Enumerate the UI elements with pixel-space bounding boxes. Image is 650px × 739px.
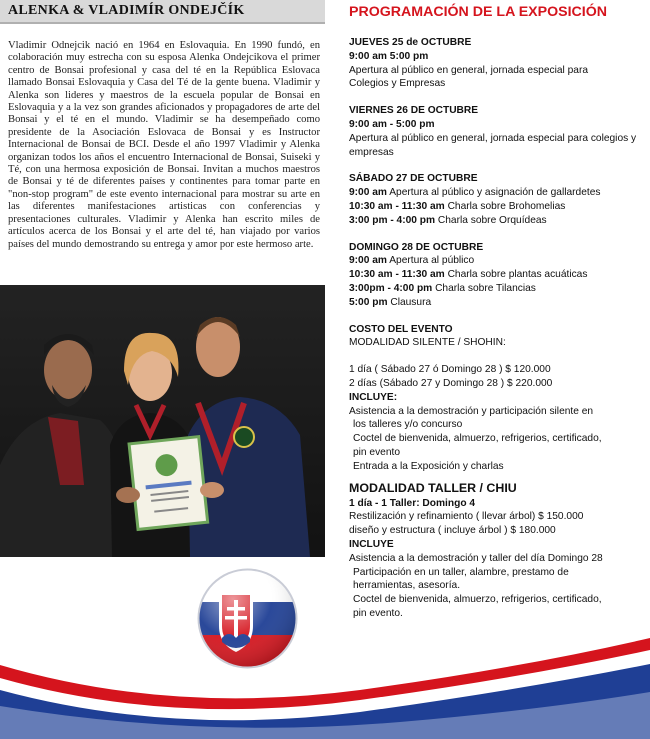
taller-include-3b: pin evento. [353,607,403,619]
program-title: PROGRAMACIÓN DE LA EXPOSICIÓN [349,4,608,20]
left-title-bar [0,0,325,24]
day3-heading: SÁBADO 27 DE OCTUBRE [349,173,478,185]
taller-includes-label: INCLUYE [349,538,394,550]
day3-row1-time: 9:00 am [349,187,387,199]
day3-row2-desc: Charla sobre Brohomelias [447,200,566,212]
day2-desc-line1: Apertura al público en general, jornada especial para colegios y [349,132,637,144]
bio-text: Vladimir Odnejcik nació en 1964 en Eslovaquia. En 1990 fundó, en colaboración muy estrecha con su esposa Alenka Ondejcikova el primer centro de Bonsai profesional y casa del té en la República Eslovaca llamado Bonsai Eslovaquia y Casa del Té de la gente buena. Vladimir y Alenka son lideres y maestros de la escuela popular de Bonsai en Eslovaquia y a la vez son grandes aficionados y propagadores de arte del Bonsai y el té en el mundo. Vladimir se ha desempeñado como presidente de la Asociación Eslovaca de Bonsai y es Instructor Internacional de Bonsai de BCI. Desde el año 1997 Vladimir y Alenka organizan todos los años el encuentro Internacional de Bonsai, Suiseki y Té, con una hermosa exposición de Bonsai. Invitan a muchos maestros de Bonsai y té de diferentes países y continentes para tomar parte en "non-stop program" de este evento internacional para mostrar su arte en las diferentes manifestaciones artisticas con conferencias y presentaciones culturales. Vladimir y Alenka han escrito miles de artículos acerca de los Bonsai y el arte del té, han viajado por varios países del mundo demostrando su entrega y amor por este hermoso arte. [8,40,320,250]
cost-include-3: Entrada a la Exposición y charlas [353,460,504,472]
footer-waves [0,610,650,739]
taller-subheading: 1 día - 1 Taller: Domingo 4 [349,497,476,509]
day3-row2-time: 10:30 am - 11:30 am [349,200,445,212]
cost-include-1: Asistencia a la demostración y participación silente en [349,405,594,417]
cost-include-2: Coctel de bienvenida, almuerzo, refrigerios, certificado, [353,433,602,445]
cost-include-1b: los talleres y/o concurso [353,419,463,431]
taller-heading: MODALIDAD TALLER / CHIU [349,480,517,495]
program-content [349,36,645,621]
day3-row2 [349,200,645,214]
day4-row2 [349,268,645,282]
day4-row4-desc: Clausura [390,296,432,308]
cost-heading: COSTO DEL EVENTO [349,323,453,335]
cost-modality: MODALIDAD SILENTE / SHOHIN: [349,337,506,349]
cost-price-2days: 2 días (Sábado 27 y Domingo 28 ) $ 220.000 [349,377,553,389]
day1-time: 9:00 am 5:00 pm [349,50,429,62]
day1-heading: JUEVES 25 de OCTUBRE [349,37,472,48]
day1-desc-line1: Apertura al público en general, jornada especial para [349,64,588,76]
bio-title: ALENKA & VLADIMÍR ONDEJČÍK [8,3,245,18]
day4-heading: DOMINGO 28 DE OCTUBRE [349,241,484,253]
taller-include-2: Participación en un taller, alambre, prestamo de [353,566,569,578]
slovakia-flag-icon [197,568,298,669]
day1-desc-line2: Colegios y Empresas [349,78,446,90]
photo-illustration [0,285,325,557]
taller-price-2: diseño y estructura ( incluye árbol ) $ 180.000 [349,525,556,537]
day4-row1 [349,254,645,268]
taller-include-2b: herramientas, asesoría. [353,580,461,592]
cost-price-1day: 1 día ( Sábado 27 ó Domingo 28 ) $ 120.000 [349,364,551,376]
day3-row3-time: 3:00 pm - 4:00 pm [349,214,436,226]
day3-row3-desc: Charla sobre Orquídeas [437,214,547,226]
day2-time: 9:00 am - 5:00 pm [349,118,435,130]
day4-row3 [349,282,645,296]
day4-row1-time: 9:00 am [349,255,387,267]
day4-row4 [349,296,645,310]
day4-row4-time: 5:00 pm [349,296,388,308]
day3-row3 [349,214,645,228]
day4-row2-desc: Charla sobre plantas acuáticas [447,269,588,281]
day4-row1-desc: Apertura al público [389,255,475,267]
group-photo [0,285,325,557]
cost-include-2b: pin evento [353,446,401,458]
taller-include-3: Coctel de bienvenida, almuerzo, refrigerios, certificado, [353,594,602,606]
day4-row3-desc: Charla sobre Tilancias [435,282,536,294]
day2-heading: VIERNES 26 DE OCTUBRE [349,105,479,117]
taller-price-1: Restilización y refinamiento ( llevar árbol) $ 150.000 [349,511,584,523]
day4-row3-time: 3:00pm - 4:00 pm [349,282,433,294]
taller-include-1: Asistencia a la demostración y taller del día Domingo 28 [349,552,603,564]
cost-includes-label: INCLUYE: [349,391,398,403]
day3-row1-desc: Apertura al público y asignación de gallardetes [389,187,601,199]
day2-desc-line2: empresas [349,146,394,158]
day4-row2-time: 10:30 am - 11:30 am [349,269,445,281]
day3-row1 [349,186,645,200]
